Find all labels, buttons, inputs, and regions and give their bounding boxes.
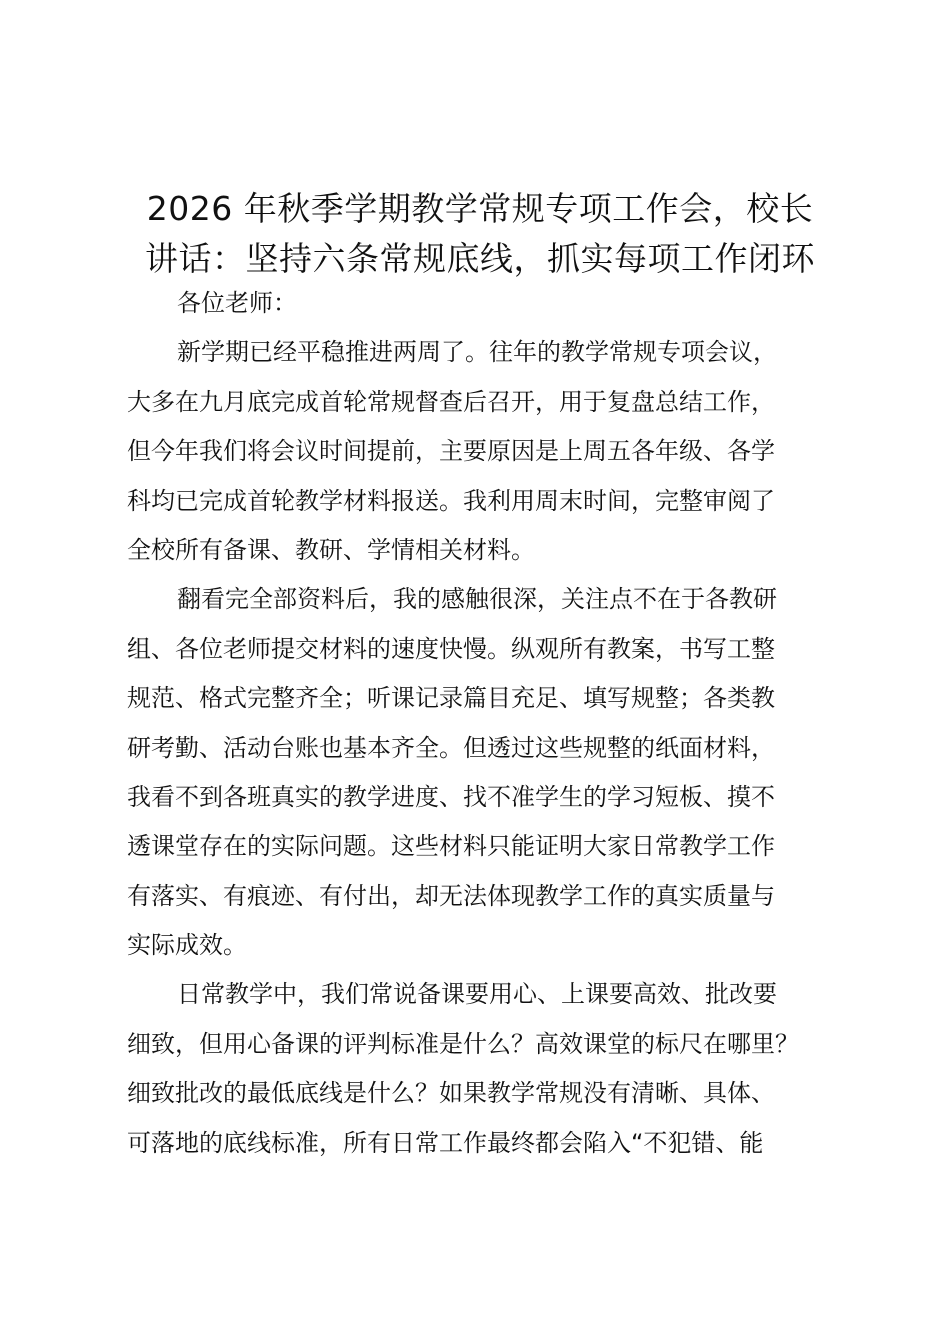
document-title [125, 184, 835, 284]
paragraph-line: 翻看完全部资料后，我的感触很深，关注点不在于各教研 [177, 585, 777, 614]
paragraph-1 [127, 328, 833, 575]
paragraph-line: 规范、格式完整齐全；听课记录篇目充足、填写规整；各类教 [127, 684, 775, 713]
paragraph-line: 研考勤、活动台账也基本齐全。但透过这些规整的纸面材料， [127, 733, 775, 762]
paragraph-line: 细致批改的最低底线是什么？如果教学常规没有清晰、具体、 [127, 1079, 775, 1108]
paragraph-line: 可落地的底线标准，所有日常工作最终都会陷入“不犯错、能 [127, 1128, 764, 1157]
paragraph-line: 科均已完成首轮教学材料报送。我利用周末时间，完整审阅了 [127, 486, 775, 515]
paragraph-line: 细致，但用心备课的评判标准是什么？高效课堂的标尺在哪里？ [127, 1029, 799, 1058]
paragraph-line: 组、各位老师提交材料的速度快慢。纵观所有教案，书写工整 [127, 634, 775, 663]
salutation: 各位老师： [177, 289, 297, 317]
paragraph-line: 全校所有备课、教研、学情相关材料。 [127, 535, 535, 564]
paragraph-line: 实际成效。 [127, 931, 247, 960]
document-body [127, 279, 833, 1168]
title-line-2: 讲话：坚持六条常规底线，抓实每项工作闭环 [145, 239, 815, 278]
paragraph-3 [127, 970, 833, 1168]
paragraph-2 [127, 575, 833, 970]
paragraph-line: 有落实、有痕迹、有付出，却无法体现教学工作的真实质量与 [127, 881, 775, 910]
paragraph-line: 但今年我们将会议时间提前，主要原因是上周五各年级、各学 [127, 437, 775, 466]
paragraph-line: 新学期已经平稳推进两周了。往年的教学常规专项会议， [177, 338, 777, 367]
title-line-1: 2026 年秋季学期教学常规专项工作会，校长 [146, 189, 814, 228]
paragraph-line: 透课堂存在的实际问题。这些材料只能证明大家日常教学工作 [127, 832, 775, 861]
paragraph-line: 日常教学中，我们常说备课要用心、上课要高效、批改要 [177, 980, 777, 1009]
paragraph-line: 大多在九月底完成首轮常规督查后召开，用于复盘总结工作， [127, 387, 775, 416]
paragraph-line: 我看不到各班真实的教学进度、找不准学生的学习短板、摸不 [127, 782, 775, 811]
